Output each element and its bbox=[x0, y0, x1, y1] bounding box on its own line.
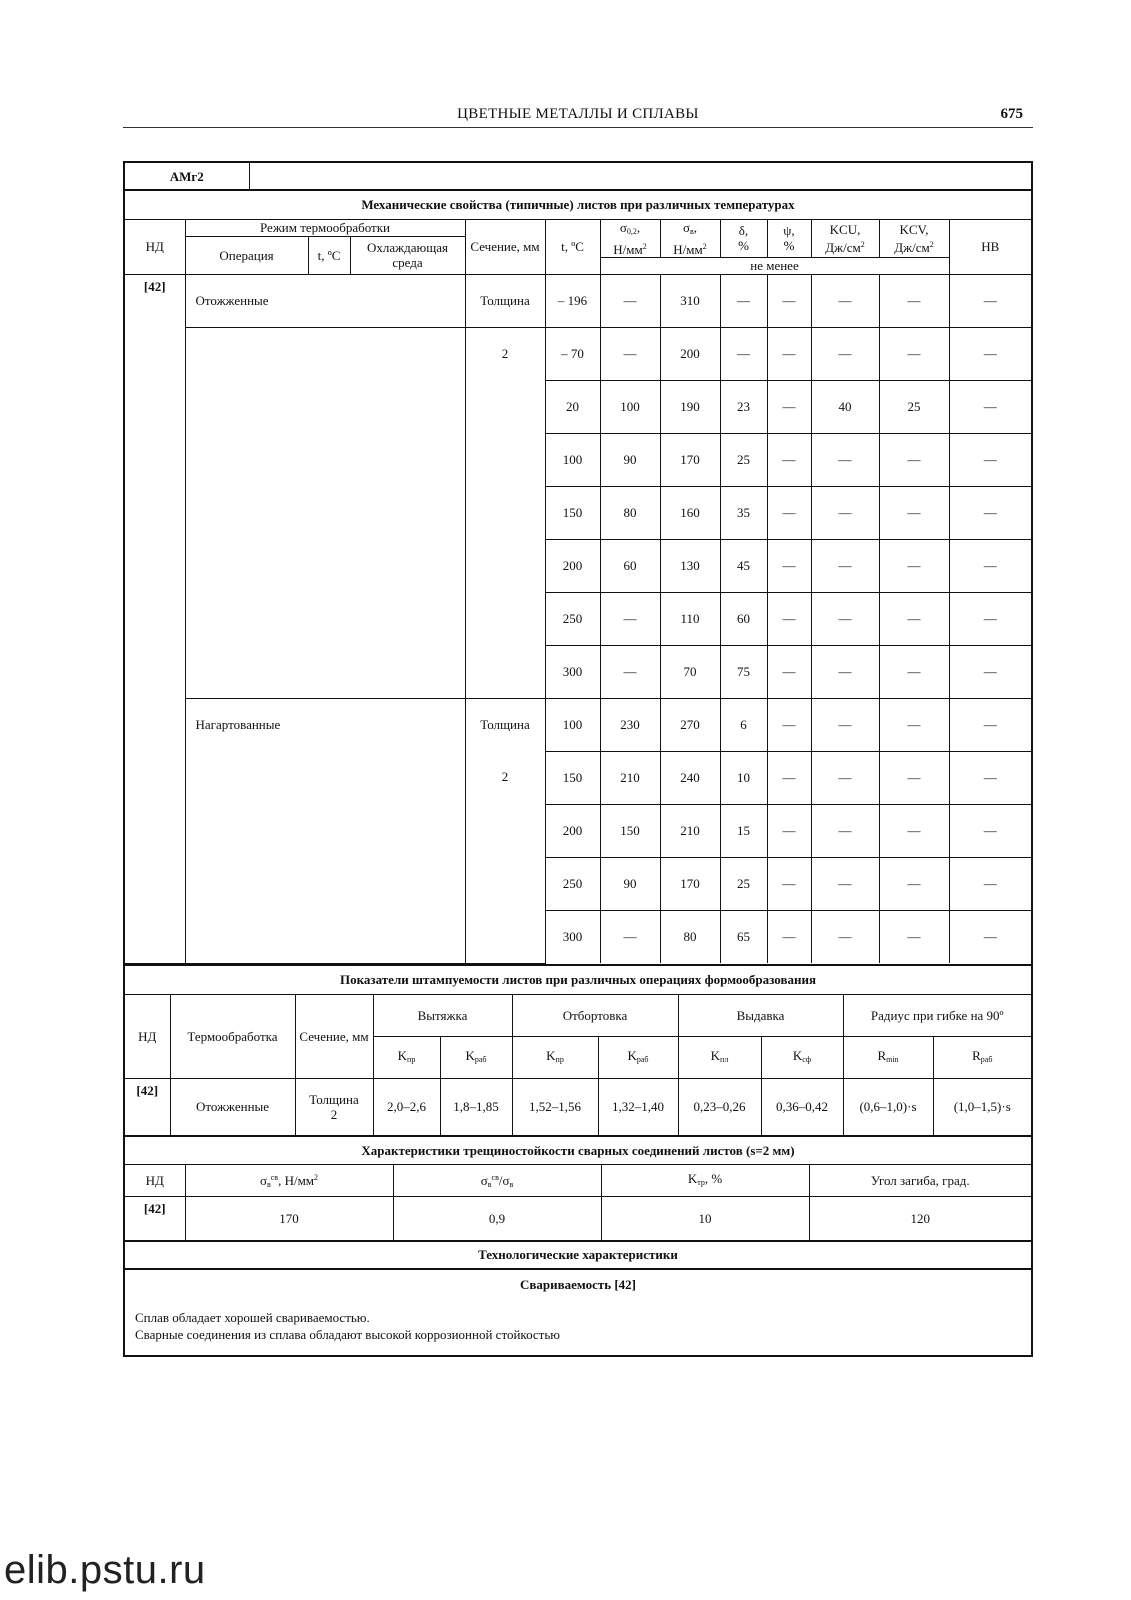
cell: 25 bbox=[720, 857, 767, 910]
table-row bbox=[125, 698, 1031, 751]
cell: — bbox=[949, 592, 1031, 645]
section-label: Толщина bbox=[465, 274, 545, 327]
nd-reference: [42] bbox=[125, 1197, 185, 1240]
cell: — bbox=[811, 698, 879, 751]
weld-crack-section bbox=[125, 1137, 1031, 1242]
cell: — bbox=[811, 327, 879, 380]
col-operation: Операция bbox=[185, 236, 308, 274]
cell: 100 bbox=[545, 698, 600, 751]
cell: — bbox=[811, 751, 879, 804]
table-row bbox=[125, 1197, 1031, 1240]
nd-reference: [42] bbox=[125, 274, 185, 963]
cell: 20 bbox=[545, 380, 600, 433]
cell: — bbox=[879, 486, 949, 539]
col-bend-radius: Радиус при гибке на 90º bbox=[843, 995, 1031, 1037]
cell: — bbox=[767, 486, 811, 539]
cell: — bbox=[767, 274, 811, 327]
col-r-working: $R_{раб}$ bbox=[933, 1037, 1031, 1079]
cell: 1,8–1,85 bbox=[440, 1079, 512, 1135]
weldability-line: Сварные соединения из сплава обладают высокой коррозионной стойкостью bbox=[135, 1326, 560, 1342]
cell: — bbox=[879, 857, 949, 910]
cell: — bbox=[879, 645, 949, 698]
table-row bbox=[125, 751, 1031, 804]
weldability-line: Сплав обладает хорошей свариваемостью. bbox=[135, 1309, 370, 1325]
cell: 90 bbox=[600, 433, 660, 486]
cell: — bbox=[879, 274, 949, 327]
cell: — bbox=[949, 539, 1031, 592]
page-number: 675 bbox=[1000, 106, 1023, 122]
cell: 10 bbox=[601, 1197, 809, 1240]
cell: 160 bbox=[660, 486, 720, 539]
cell: — bbox=[600, 910, 660, 963]
cell: — bbox=[879, 327, 949, 380]
weldability-title: Свариваемость [42] bbox=[519, 1276, 637, 1292]
cell: — bbox=[879, 910, 949, 963]
cell: — bbox=[767, 433, 811, 486]
cell: 100 bbox=[600, 380, 660, 433]
cell: — bbox=[767, 380, 811, 433]
table-row bbox=[125, 1079, 1031, 1135]
operation-cold-worked: Нагартованные bbox=[185, 698, 465, 751]
cell: — bbox=[949, 751, 1031, 804]
col-yield-strength: $\sigma_{0,2}$, $Н/мм^2$ bbox=[600, 219, 660, 257]
cell: — bbox=[949, 804, 1031, 857]
cell: (1,0–1,5)·s bbox=[933, 1079, 1031, 1135]
weldability-section bbox=[125, 1270, 1031, 1355]
cell: — bbox=[949, 486, 1031, 539]
cell: 60 bbox=[600, 539, 660, 592]
col-section: Сечение, мм bbox=[295, 995, 373, 1079]
alloy-header bbox=[125, 163, 1031, 191]
section-blank bbox=[465, 804, 545, 963]
col-hb: НВ bbox=[949, 219, 1031, 274]
operation-blank bbox=[185, 327, 465, 698]
cell: — bbox=[811, 539, 879, 592]
col-nd: НД bbox=[125, 995, 170, 1079]
cell: — bbox=[949, 910, 1031, 963]
col-cooling-medium: Охлаждающая среда bbox=[350, 236, 465, 274]
cell: 80 bbox=[600, 486, 660, 539]
col-k-pl: $K_{пл}$ bbox=[678, 1037, 761, 1079]
tech-section-title: Технологические характеристики bbox=[478, 1247, 678, 1262]
cell: — bbox=[949, 698, 1031, 751]
section-value: 2 bbox=[465, 751, 545, 804]
running-head bbox=[123, 106, 1033, 128]
cell: — bbox=[767, 698, 811, 751]
cell: — bbox=[879, 539, 949, 592]
cell: — bbox=[767, 910, 811, 963]
cell: — bbox=[811, 857, 879, 910]
col-nd: НД bbox=[125, 1165, 185, 1197]
cell: — bbox=[879, 804, 949, 857]
cell: 100 bbox=[545, 433, 600, 486]
cell: 80 bbox=[660, 910, 720, 963]
section-value: 2 bbox=[465, 327, 545, 380]
col-heat-treatment-mode: Режим термообработки bbox=[185, 219, 465, 236]
cell: 1,52–1,56 bbox=[512, 1079, 598, 1135]
cell: 6 bbox=[720, 698, 767, 751]
mechanical-properties-section bbox=[125, 191, 1031, 966]
cell: — bbox=[767, 857, 811, 910]
running-head-title: ЦВЕТНЫЕ МЕТАЛЛЫ И СПЛАВЫ bbox=[457, 106, 699, 122]
operation-annealed: Отожженные bbox=[185, 274, 465, 327]
cell: — bbox=[949, 380, 1031, 433]
cell: 210 bbox=[600, 751, 660, 804]
cell: 65 bbox=[720, 910, 767, 963]
tech-section bbox=[125, 1242, 1031, 1270]
cell: — bbox=[879, 698, 949, 751]
col-k-sf: $K_{сф}$ bbox=[761, 1037, 843, 1079]
cell: 170 bbox=[660, 857, 720, 910]
cell: 150 bbox=[600, 804, 660, 857]
cell: – 70 bbox=[545, 327, 600, 380]
treatment-annealed: Отожженные bbox=[170, 1079, 295, 1135]
cell: — bbox=[879, 592, 949, 645]
cell: — bbox=[600, 274, 660, 327]
cell: 150 bbox=[545, 486, 600, 539]
col-k-limit-flanging: $K_{пр}$ bbox=[512, 1037, 598, 1079]
col-k-limit-drawing: $K_{пр}$ bbox=[373, 1037, 440, 1079]
cell: 25 bbox=[720, 433, 767, 486]
section-label: Толщина bbox=[465, 698, 545, 751]
cell: — bbox=[767, 751, 811, 804]
cell: 23 bbox=[720, 380, 767, 433]
cell: 170 bbox=[660, 433, 720, 486]
col-weld-strength: $\sigma_в^{св}$, $Н/мм^2$ bbox=[185, 1165, 393, 1197]
section-cell: Толщина 2 bbox=[295, 1079, 373, 1135]
cell: 210 bbox=[660, 804, 720, 857]
cell: — bbox=[879, 433, 949, 486]
col-reduction-area: ψ, % bbox=[767, 219, 811, 257]
cell: 130 bbox=[660, 539, 720, 592]
col-strength-ratio: $\sigma_в^{св}/\sigma_в$ bbox=[393, 1165, 601, 1197]
cell: — bbox=[811, 804, 879, 857]
stamping-section-title: Показатели штампуемости листов при различных операциях формообразования bbox=[125, 966, 1031, 995]
alloy-name: АМг2 bbox=[125, 163, 249, 189]
cell: 75 bbox=[720, 645, 767, 698]
cell: — bbox=[767, 592, 811, 645]
cell: 35 bbox=[720, 486, 767, 539]
mechanical-section-title: Механические свойства (типичные) листов при различных температурах bbox=[125, 191, 1031, 219]
cell: 250 bbox=[545, 592, 600, 645]
cell: 270 bbox=[660, 698, 720, 751]
nd-reference: [42] bbox=[125, 1079, 170, 1135]
min-values-note: не менее bbox=[600, 257, 949, 274]
operation-blank bbox=[185, 751, 465, 963]
cell: 190 bbox=[660, 380, 720, 433]
col-temperature: t, ºС bbox=[545, 219, 600, 274]
section-blank bbox=[465, 380, 545, 698]
cell: 0,9 bbox=[393, 1197, 601, 1240]
cell: 60 bbox=[720, 592, 767, 645]
cell: — bbox=[879, 751, 949, 804]
cell: — bbox=[767, 539, 811, 592]
col-kcv: KCV, $Дж/см^2$ bbox=[879, 219, 949, 257]
cell: 200 bbox=[545, 539, 600, 592]
col-section: Сечение, мм bbox=[465, 219, 545, 274]
weld-crack-section-title: Характеристики трещиностойкости сварных соединений листов (s=2 мм) bbox=[125, 1137, 1031, 1165]
cell: — bbox=[600, 645, 660, 698]
cell: 300 bbox=[545, 910, 600, 963]
cell: — bbox=[811, 433, 879, 486]
watermark: elib.pstu.ru bbox=[4, 1548, 206, 1592]
col-k-crack: $K_{тр}$, % bbox=[601, 1165, 809, 1197]
cell: — bbox=[949, 274, 1031, 327]
col-operation-temp: t, ºС bbox=[308, 236, 350, 274]
table-row bbox=[125, 274, 1031, 327]
col-bend-angle: Угол загиба, град. bbox=[809, 1165, 1031, 1197]
cell: 200 bbox=[545, 804, 600, 857]
cell: — bbox=[600, 592, 660, 645]
cell: — bbox=[949, 433, 1031, 486]
cell: – 196 bbox=[545, 274, 600, 327]
cell: 0,36–0,42 bbox=[761, 1079, 843, 1135]
cell: 310 bbox=[660, 274, 720, 327]
cell: 1,32–1,40 bbox=[598, 1079, 678, 1135]
table-row bbox=[125, 327, 1031, 380]
stamping-section bbox=[125, 966, 1031, 1137]
alloy-blank bbox=[249, 163, 1031, 189]
col-flanging: Отбортовка bbox=[512, 995, 678, 1037]
col-kcu: KCU, $Дж/см^2$ bbox=[811, 219, 879, 257]
cell: 250 bbox=[545, 857, 600, 910]
weldability-text bbox=[125, 1299, 1031, 1355]
col-tensile-strength: $\sigma_в$, $Н/мм^2$ bbox=[660, 219, 720, 257]
cell: — bbox=[767, 804, 811, 857]
cell: — bbox=[811, 645, 879, 698]
col-elongation: δ, % bbox=[720, 219, 767, 257]
cell: 25 bbox=[879, 380, 949, 433]
cell: (0,6–1,0)·s bbox=[843, 1079, 933, 1135]
col-heat-treatment: Термообработка bbox=[170, 995, 295, 1079]
cell: 70 bbox=[660, 645, 720, 698]
col-drawing: Вытяжка bbox=[373, 995, 512, 1037]
cell: 170 bbox=[185, 1197, 393, 1240]
cell: 300 bbox=[545, 645, 600, 698]
cell: 150 bbox=[545, 751, 600, 804]
col-bulging: Выдавка bbox=[678, 995, 843, 1037]
cell: 120 bbox=[809, 1197, 1031, 1240]
cell: — bbox=[767, 645, 811, 698]
alloy-data-sheet bbox=[123, 161, 1033, 1357]
col-r-min: $R_{min}$ bbox=[843, 1037, 933, 1079]
cell: 10 bbox=[720, 751, 767, 804]
cell: — bbox=[767, 327, 811, 380]
cell: 2,0–2,6 bbox=[373, 1079, 440, 1135]
cell: 110 bbox=[660, 592, 720, 645]
cell: 15 bbox=[720, 804, 767, 857]
cell: — bbox=[811, 910, 879, 963]
col-k-working-flanging: $K_{раб}$ bbox=[598, 1037, 678, 1079]
cell: — bbox=[600, 327, 660, 380]
cell: — bbox=[720, 327, 767, 380]
cell: — bbox=[811, 486, 879, 539]
cell: 40 bbox=[811, 380, 879, 433]
cell: — bbox=[811, 592, 879, 645]
cell: — bbox=[811, 274, 879, 327]
cell: — bbox=[949, 857, 1031, 910]
cell: — bbox=[720, 274, 767, 327]
cell: — bbox=[949, 645, 1031, 698]
cell: 45 bbox=[720, 539, 767, 592]
cell: 230 bbox=[600, 698, 660, 751]
cell: 200 bbox=[660, 327, 720, 380]
cell: 240 bbox=[660, 751, 720, 804]
cell: 90 bbox=[600, 857, 660, 910]
col-nd: НД bbox=[125, 219, 185, 274]
cell: 0,23–0,26 bbox=[678, 1079, 761, 1135]
col-k-working-drawing: $K_{раб}$ bbox=[440, 1037, 512, 1079]
cell: — bbox=[949, 327, 1031, 380]
